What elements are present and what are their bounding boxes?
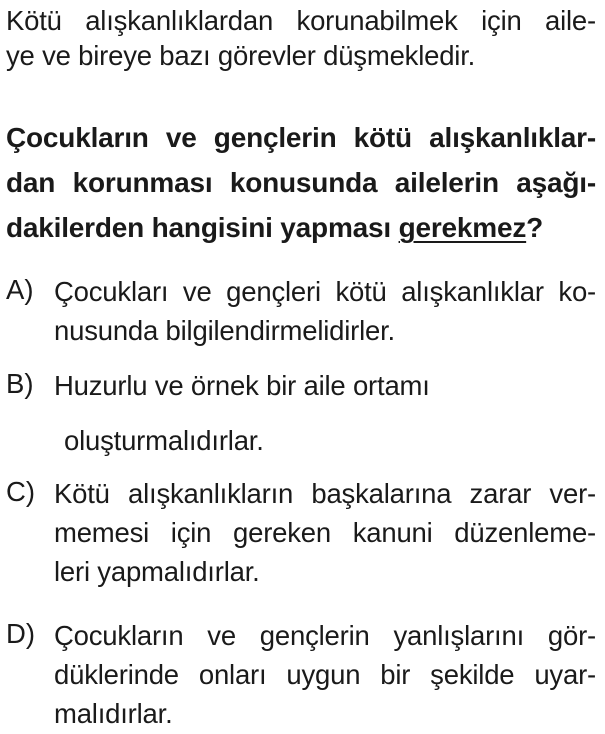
option-line: malıdırlar. (54, 698, 173, 729)
option-letter: B) (6, 368, 34, 399)
option-line: oluşturmalıdırlar. (64, 425, 264, 456)
question-stem (6, 115, 596, 250)
intro-line: ye ve bireye bazı görevler düşmekledir. (6, 40, 476, 71)
intro-line: Kötü alışkanlıklardan korunabilmek için aile- (6, 5, 596, 36)
option-line: Kötü alışkanlıkların başkalarına zarar ver- (54, 478, 596, 509)
option-text (54, 616, 596, 733)
intro-paragraph (6, 3, 596, 73)
option-line: Çocukları ve gençleri kötü alışkanlıklar ko- (54, 276, 596, 307)
option-line: Çocukların ve gençlerin yanlışlarını gör- (54, 620, 596, 651)
option-line: leri yapmalıdırlar. (54, 556, 260, 587)
option-line: nusunda bilgilendirmelidirler. (54, 315, 395, 346)
question-text: dakilerden hangisini yapması (6, 212, 399, 243)
option-text (54, 474, 596, 591)
question-line (6, 205, 596, 250)
option-text (54, 272, 596, 350)
question-line: dan korunması konusunda ailelerin aşağı- (6, 167, 596, 198)
option-letter: A) (6, 274, 34, 305)
emphasized-word: gerekmez (398, 212, 527, 243)
option-text (54, 366, 596, 460)
option-letter: D) (6, 618, 36, 649)
option-line: düklerinde onları uygun bir şekilde uyar- (54, 659, 596, 690)
option-letter: C) (6, 476, 36, 507)
question-mark: ? (526, 212, 544, 243)
option-line: memesi için gereken kanuni düzenleme- (54, 517, 596, 548)
question-line: Çocukların ve gençlerin kötü alışkanlıklar- (6, 122, 596, 153)
option-line: Huzurlu ve örnek bir aile ortamı (54, 370, 430, 401)
